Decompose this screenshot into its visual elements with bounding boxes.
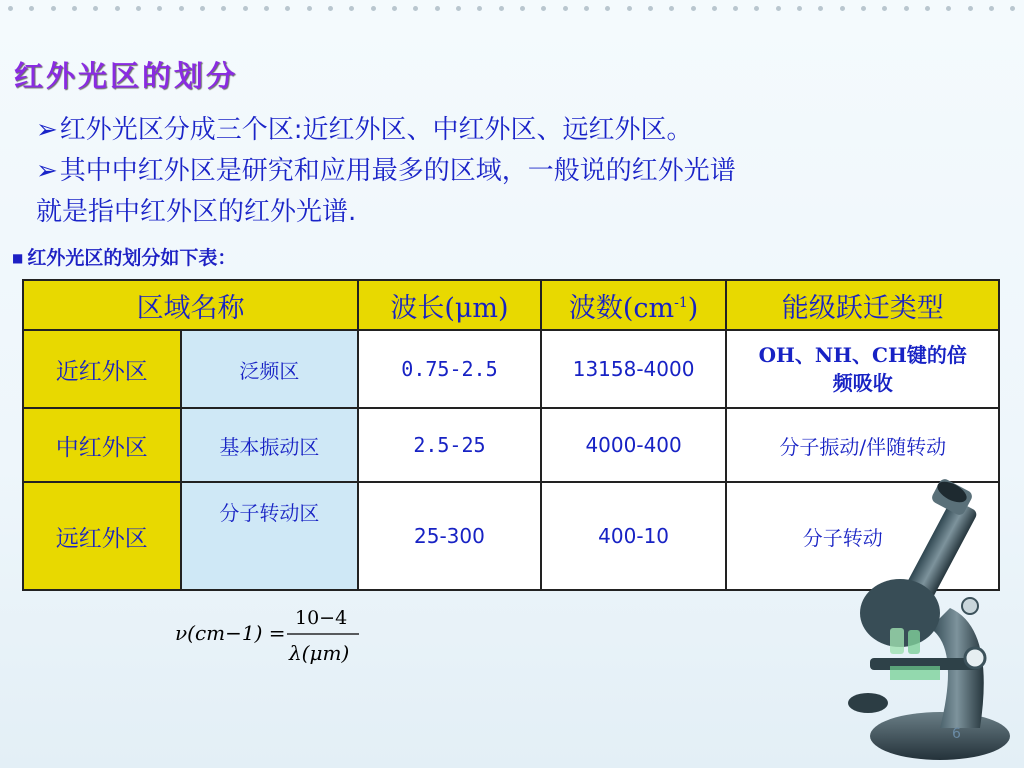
bullet-arrow-icon: ➢ [36, 115, 58, 145]
header-wavelength: 波长(μm) [358, 280, 541, 330]
header-wavenumber-sup: -1 [674, 294, 688, 311]
cell-wavelength: 0.75-2.5 [358, 330, 541, 408]
bullet-1-text: 红外光区分成三个区:近红外区、中红外区、远红外区。 [59, 115, 693, 145]
header-region-name: 区域名称 [23, 280, 358, 330]
bullet-2-text: 其中中红外区是研究和应用最多的区域，一般说的红外光谱 [59, 156, 736, 186]
square-bullet-icon: ■ [12, 251, 24, 265]
header-transition: 能级跃迁类型 [726, 280, 999, 330]
table-row [23, 408, 999, 482]
cell-wavelength: 25-300 [358, 482, 541, 590]
cell-wavenumber: 4000-400 [541, 408, 727, 482]
cell-name: 基本振动区 [181, 408, 359, 482]
cell-name: 泛频区 [181, 330, 359, 408]
formula-lhs: ν(cm−1) = [175, 621, 286, 645]
cell-region: 远红外区 [23, 482, 181, 590]
formula-denominator: λ(μm) [289, 641, 350, 665]
page-number: 6 [952, 726, 961, 742]
cell-wavelength: 2.5-25 [358, 408, 541, 482]
cell-region: 近红外区 [23, 330, 181, 408]
bullet-2 [36, 150, 736, 187]
table-subheading-text: 红外光区的划分如下表： [27, 247, 237, 269]
cell-region: 中红外区 [23, 408, 181, 482]
header-wavenumber-base: 波数(cm [568, 292, 675, 324]
table-row [23, 330, 999, 408]
cell-wavenumber: 13158-4000 [541, 330, 727, 408]
header-wavenumber-end: ) [687, 292, 699, 324]
cell-name: 分子转动区 [181, 482, 359, 590]
bullet-arrow-icon: ➢ [36, 156, 58, 186]
decorative-dot-border [0, 6, 1024, 18]
slide-title: 红外光区的划分 [14, 59, 239, 93]
header-wavenumber [541, 280, 727, 330]
formula-numerator: 10−4 [295, 607, 348, 629]
cell-transition: 分子转动 [726, 482, 999, 590]
cell-wavenumber: 400-10 [541, 482, 727, 590]
cell-transition: OH、NH、CH键的倍频吸收 [726, 330, 999, 408]
bullet-1 [36, 109, 693, 146]
table-header-row [23, 280, 999, 330]
table-subheading [12, 243, 236, 270]
cell-transition: 分子振动/伴随转动 [726, 408, 999, 482]
microscope-illustration [830, 478, 1020, 768]
bullet-2-continuation: 就是指中红外区的红外光谱. [36, 197, 357, 227]
wavenumber-formula [173, 600, 373, 670]
